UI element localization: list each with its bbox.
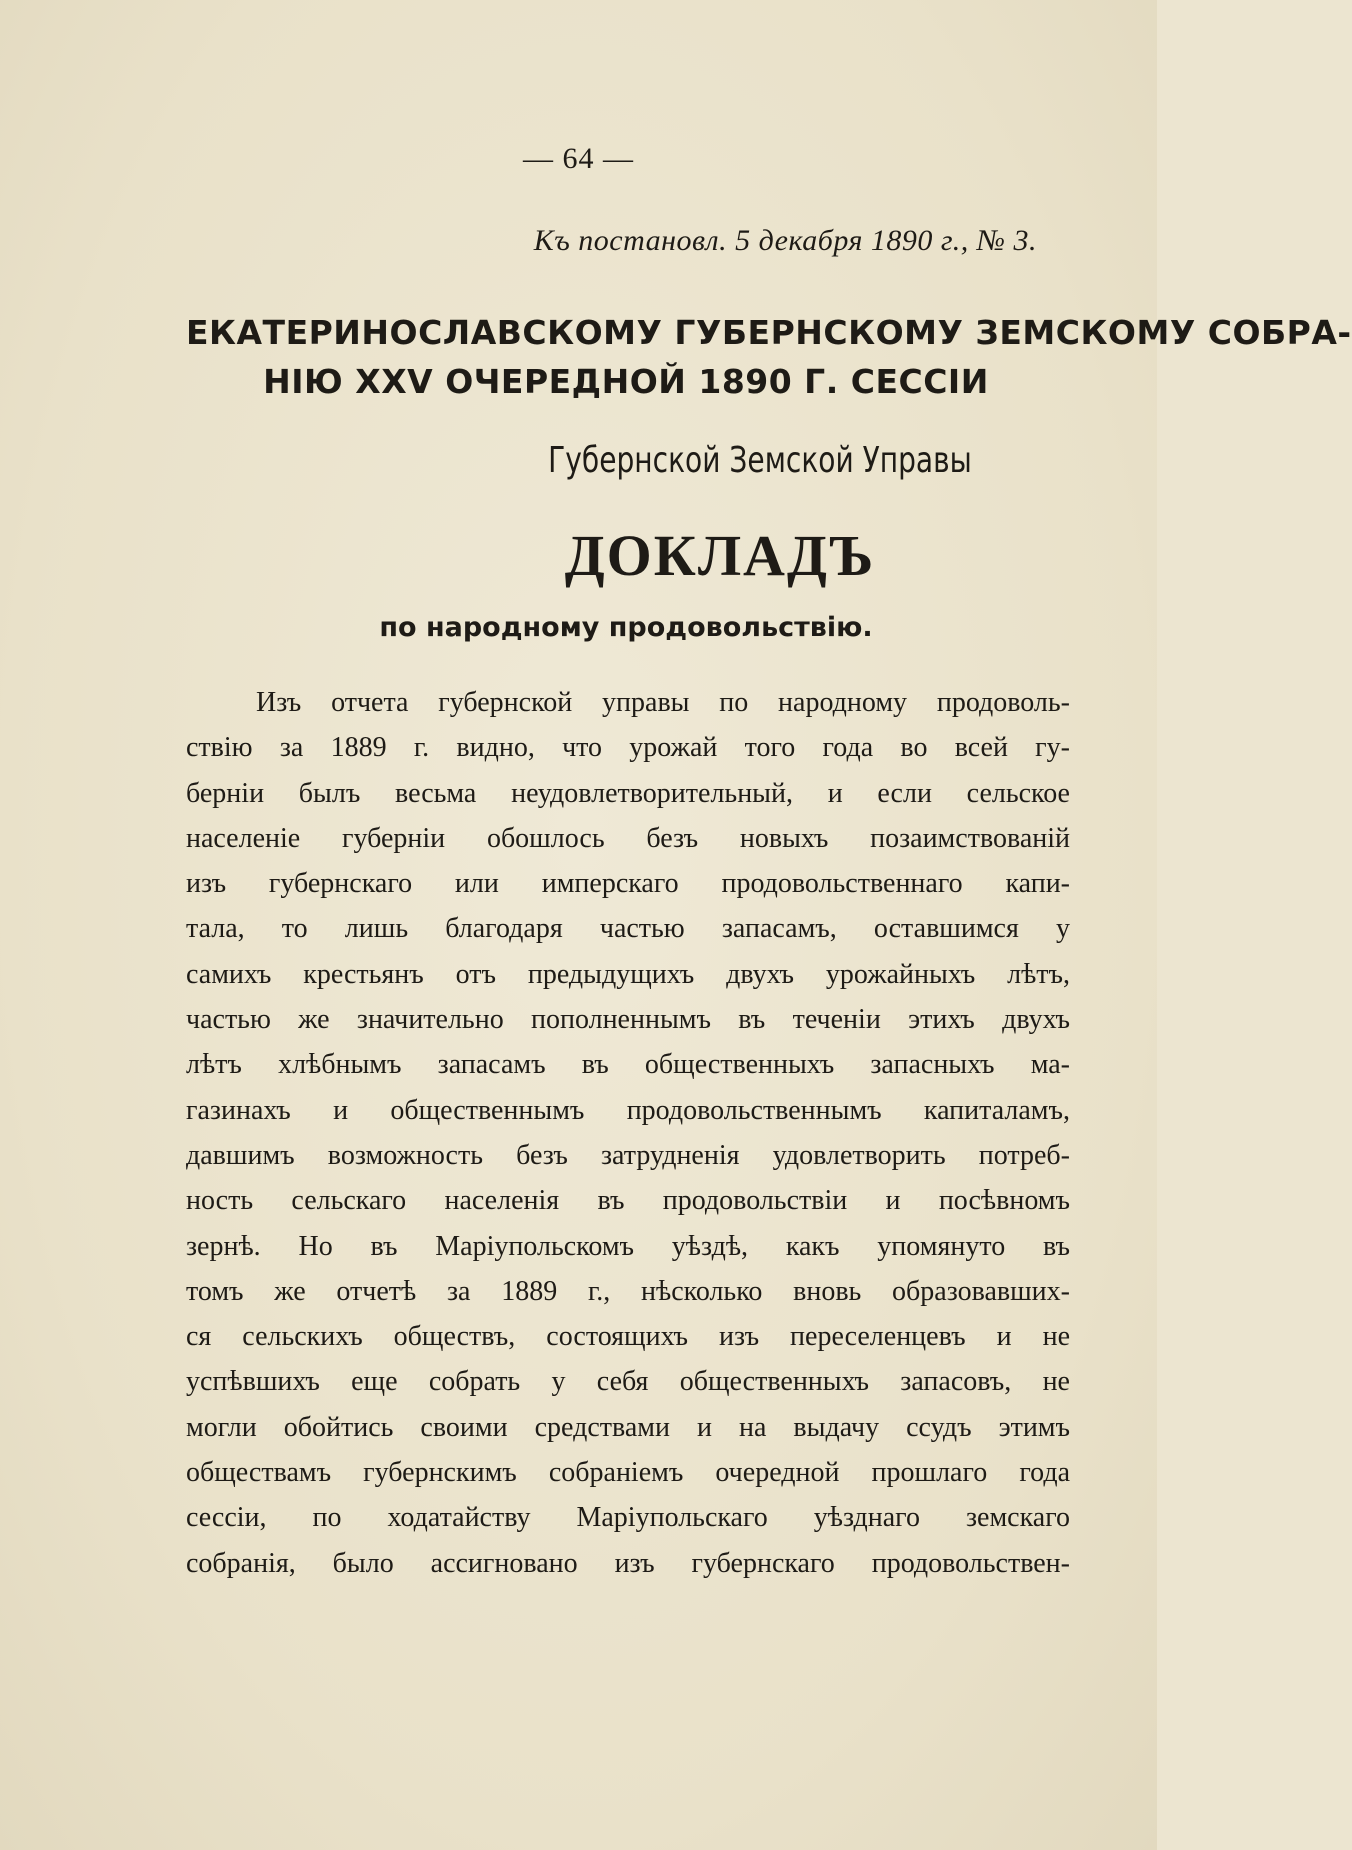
body-line: ствію за 1889 г. видно, что урожай того года во всей гу- [186,732,1070,764]
authority-line: Губернской Земской Управы [548,440,972,481]
body-line: могли обойтись своими средствами и на выдачу ссудъ этимъ [186,1411,1070,1443]
body-line: частью же значительно пополненнымъ въ теченіи этихъ двухъ [186,1004,1070,1036]
body-line: успѣвшихъ еще собрать у себя общественныхъ запасовъ, не [186,1366,1070,1398]
body-line: обществамъ губернскимъ собраніемъ очередной прошлаго года [186,1457,1070,1489]
document-subtitle: по народному продовольствію. [379,612,873,643]
reference-note: Къ постановл. 5 декабря 1890 г., № 3. [533,224,1037,257]
body-line: самихъ крестьянъ отъ предыдущихъ двухъ урожайныхъ лѣтъ, [186,958,1070,990]
heading-line-1: ЕКАТЕРИНОСЛАВСКОМУ ГУБЕРНСКОМУ ЗЕМСКОМУ СОБРА- [186,313,1352,352]
body-line: ность сельскаго населенія въ продовольствіи и посѣвномъ [186,1185,1070,1217]
body-line: сессіи, по ходатайству Маріупольскаго уѣзднаго земскаго [186,1502,1070,1534]
body-line: изъ губернскаго или имперскаго продовольственнаго капи- [186,868,1070,900]
body-line: Изъ отчета губернской управы по народному продоволь- [256,687,1070,718]
body-line: берніи былъ весьма неудовлетворительный, и если сельское [186,777,1070,809]
heading [186,308,1352,406]
body-line: томъ же отчетѣ за 1889 г., нѣсколько вновь образовавших- [186,1275,1070,1307]
body-line: тала, то лишь благодаря частью запасамъ, оставшимся у [186,913,1070,945]
body-line: ся сельскихъ обществъ, состоящихъ изъ переселенцевъ и не [186,1321,1070,1353]
body-line: лѣтъ хлѣбнымъ запасамъ въ общественныхъ запасныхъ ма- [186,1049,1070,1081]
body-line: давшимъ возможность безъ затрудненія удовлетворить потреб- [186,1139,1070,1171]
body-line: газинахъ и общественнымъ продовольственнымъ капиталамъ, [186,1094,1070,1126]
page-number: — 64 — [523,142,634,175]
document-title: ДОКЛАДЪ [564,523,876,588]
body-line: собранія, было ассигновано изъ губернскаго продовольствен- [186,1547,1070,1579]
body-line: населеніе губерніи обошлось безъ новыхъ позаимствованій [186,822,1070,854]
body-line: зернѣ. Но въ Маріупольскомъ уѣздѣ, какъ упомянуто въ [186,1230,1070,1262]
heading-line-2: НІЮ XXV ОЧЕРЕДНОЙ 1890 Г. СЕССІИ [263,362,989,401]
body-paragraph [186,680,1070,1586]
